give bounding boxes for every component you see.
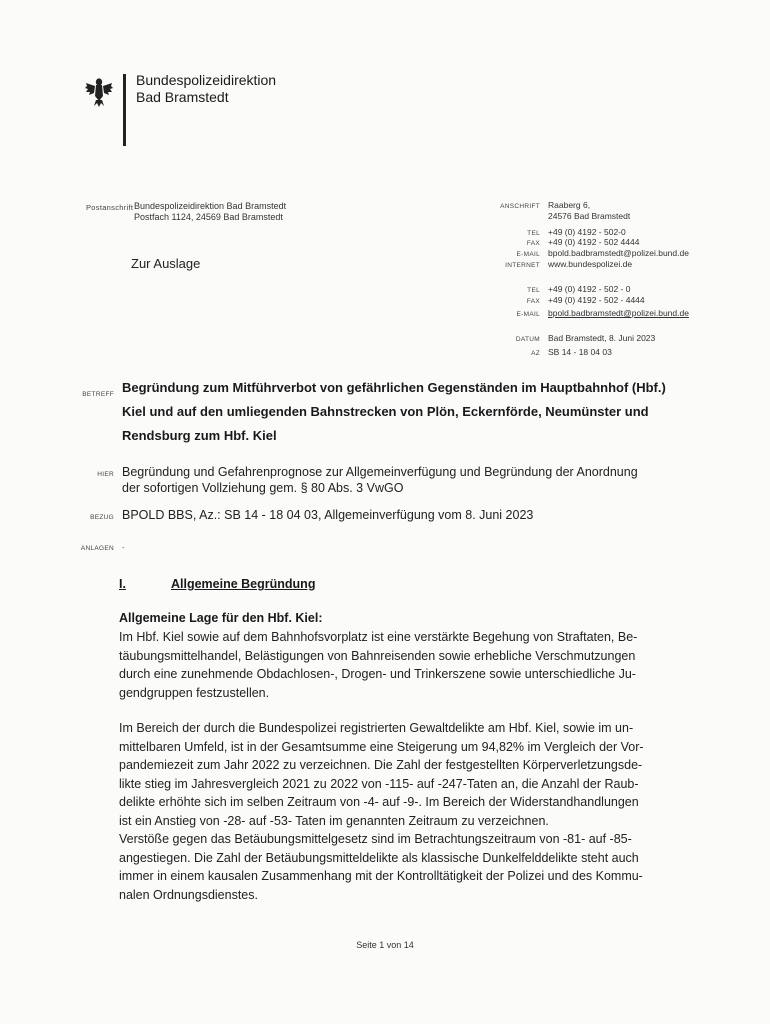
anschrift-value: Raaberg 6, 24576 Bad Bramstedt (548, 200, 631, 221)
betreff-label: BETREFF (82, 391, 114, 398)
hier-text: Begründung und Gefahrenprognose zur Allgemeinverfügung und Begründung der Anordnung der sofortigen Vollziehung gem. § 80 Abs. 3 VwGO (122, 465, 638, 495)
tel2-label: TEL (527, 287, 540, 294)
subheading: Allgemeine Lage für den Hbf. Kiel: (119, 611, 323, 625)
section-number: I. (119, 577, 126, 591)
section-title: Allgemeine Begründung (171, 577, 316, 591)
internet-label: INTERNET (505, 262, 540, 269)
anschrift-label: ANSCHRIFT (500, 203, 540, 210)
bezug-label: BEZUG (90, 514, 114, 521)
header-divider (123, 74, 126, 146)
datum-label: DATUM (515, 336, 540, 343)
section-heading (119, 577, 315, 591)
page-number: Seite 1 von 14 (356, 940, 414, 950)
fax2-value: +49 (0) 4192 - 502 - 4444 (548, 295, 645, 305)
auslage-note: Zur Auslage (131, 256, 201, 271)
az-label: AZ (531, 350, 540, 357)
hier-label: HIER (97, 471, 114, 478)
federal-eagle-icon (84, 74, 114, 108)
az-value: SB 14 - 18 04 03 (548, 347, 612, 357)
tel-label: TEL (527, 230, 540, 237)
fax2-label: FAX (526, 298, 540, 305)
fax-label: FAX (526, 240, 540, 247)
anlagen-value: - (122, 543, 125, 552)
anlagen-label: ANLAGEN (80, 545, 114, 552)
datum-value: Bad Bramstedt, 8. Juni 2023 (548, 333, 656, 343)
email2-label: E-MAIL (516, 311, 540, 318)
email-value[interactable]: bpold.badbramstedt@polizei.bund.de (548, 248, 689, 258)
postal-label: Postanschrift (86, 203, 134, 212)
org-name: Bundespolizeidirektion Bad Bramstedt (136, 72, 277, 105)
postal-address: Bundespolizeidirektion Bad Bramstedt Postfach 1124, 24569 Bad Bramstedt (134, 201, 287, 222)
subject: Begründung zum Mitführverbot von gefährlichen Gegenständen im Hauptbahnhof (Hbf.) Kiel und auf den umliegenden Bahnstrecken von Plön, Eckernförde, Neumünster und Rendsburg zum Hbf. Kiel (122, 380, 666, 443)
bezug-text: BPOLD BBS, Az.: SB 14 - 18 04 03, Allgemeinverfügung vom 8. Juni 2023 (122, 508, 534, 522)
internet-value[interactable]: www.bundespolizei.de (548, 259, 633, 269)
paragraph-2: Im Bereich der durch die Bundespolizei registrierten Gewaltdelikte am Hbf. Kiel, sowie im un- mittelbaren Umfeld, ist in der Gesamtsumme eine Steigerung um 94,82% im Vergleich der Vor- pandemiezeit zum Jahr 2022 zu verzeichnen. Die Zahl der festgestellten Körperverletzungsde- likte stieg im Jahresvergleich 2021 zu 2022 von -115- auf -247-Taten an, die Anzahl der Raub- delikte erhöhte sich im selben Zeitraum von -4- auf -9-. Im Bereich der Widerstandhandlungen ist ein Anstieg von -28- auf -53- Taten im genannten Zeitraum zu verzeichnen. Verstöße gegen das Betäubungsmittelgesetz sind im Betrachtungszeitraum von -81- auf -85- angestiegen. Die Zahl der Betäubungsmitteldelikte als klassische Dunkelfelddelikte steht auch immer in einem kausalen Zusammenhang mit der Kontrolltätigkeit der Polizei und des Kommu- nalen Ordnungsdienstes. (119, 721, 644, 902)
paragraph-1: Im Hbf. Kiel sowie auf dem Bahnhofsvorplatz ist eine verstärkte Begehung von Straftaten, Be- täubungsmittelhandel, Belästigungen von Bahnreisenden sowie erhebliche Verschmutzungen durch eine zunehmende Obdachlosen-, Drogen- und Trinkerszene sowie unterschiedliche Ju- gendgruppen festzustellen. (119, 630, 638, 700)
fax-value: +49 (0) 4192 - 502 4444 (548, 237, 640, 247)
tel-value: +49 (0) 4192 - 502-0 (548, 227, 626, 237)
tel2-value: +49 (0) 4192 - 502 - 0 (548, 284, 631, 294)
email2-value[interactable]: bpold.badbramstedt@polizei.bund.de (548, 308, 689, 318)
email-label: E-MAIL (516, 251, 540, 258)
